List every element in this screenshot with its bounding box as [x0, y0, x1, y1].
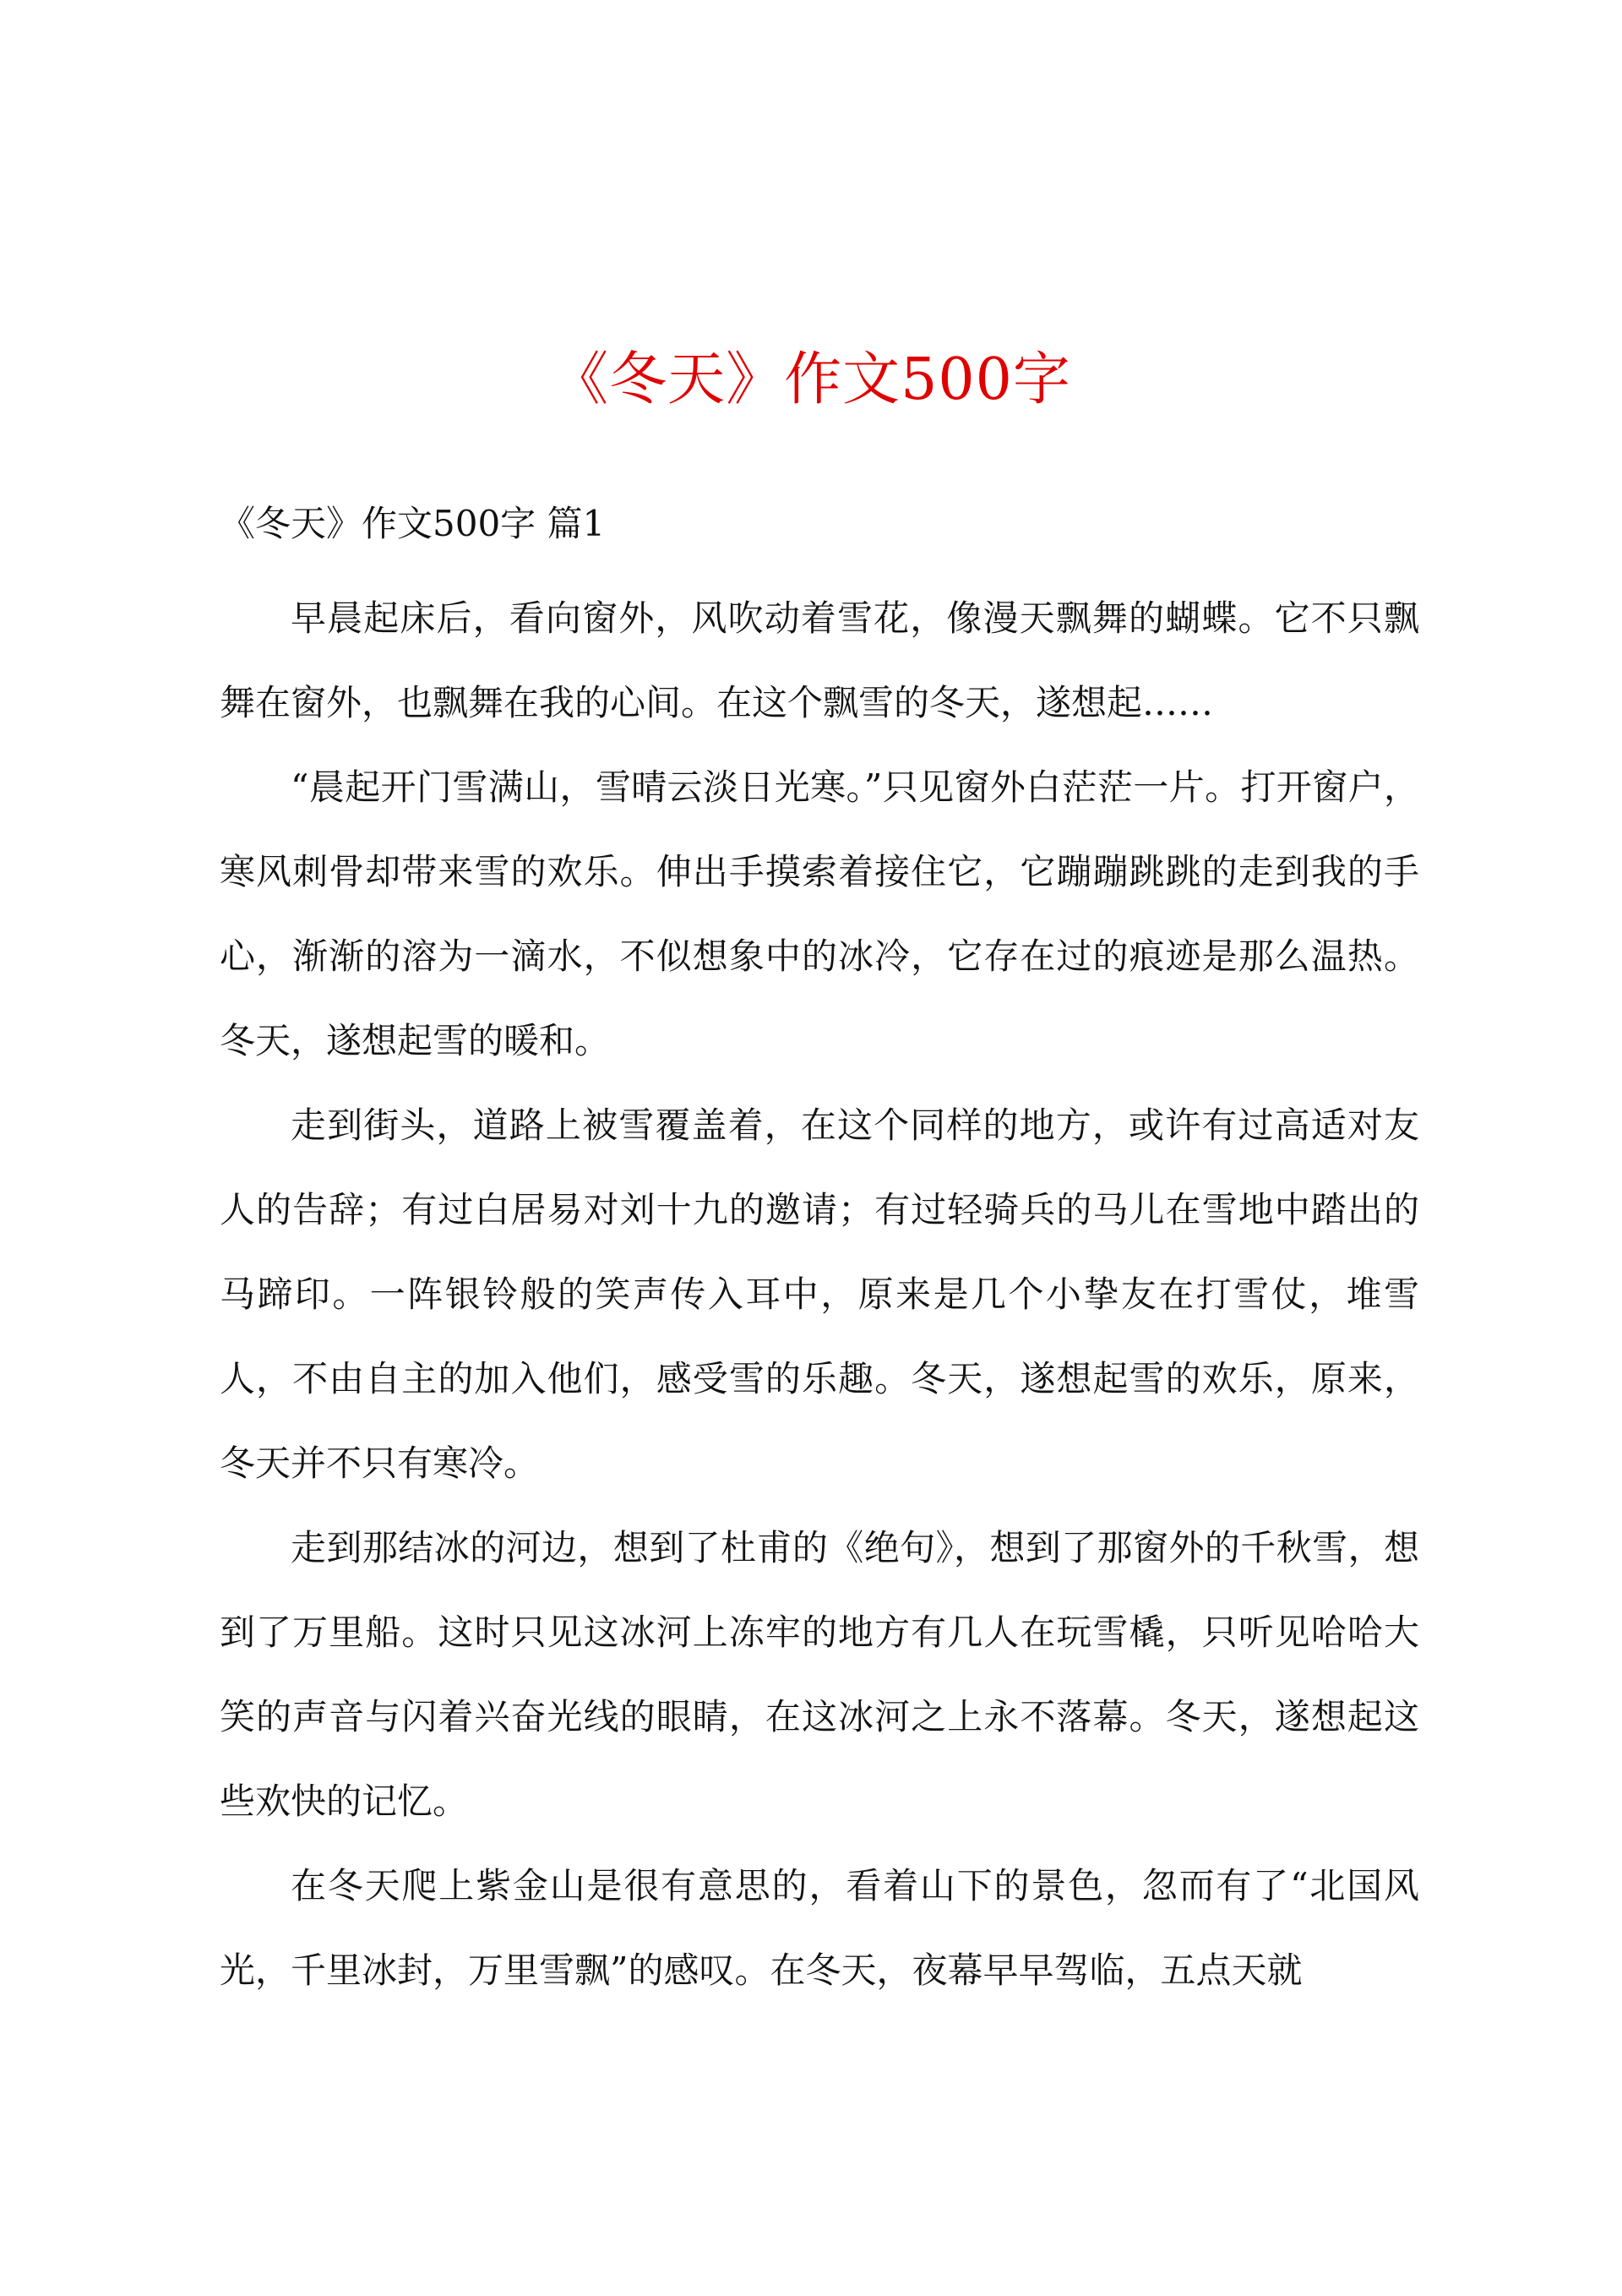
section-heading: 《冬天》作文500字 篇1	[220, 503, 606, 544]
paragraph-3: 走到街头，道路上被雪覆盖着，在这个同样的地方，或许有过高适对友人的告辞；有过白居易对刘十九的邀请；有过轻骑兵的马儿在雪地中踏出的马蹄印。一阵银铃般的笑声传入耳中，原来是几个小挚友在打雪仗，堆雪人，不由自主的加入他们，感受雪的乐趣。冬天，遂想起雪的欢乐，原来，冬天并不只有寒冷。	[220, 1104, 1419, 1484]
document-body	[220, 576, 1419, 2013]
document-title: 《冬天》作文500字	[551, 346, 1071, 413]
paragraph-2: “晨起开门雪满山，雪晴云淡日光寒。”只见窗外白茫茫一片。打开窗户，寒风刺骨却带来雪的欢乐。伸出手摸索着接住它，它蹦蹦跳跳的走到我的手心，渐渐的溶为一滴水，不似想象中的冰冷，它存在过的痕迹是那么温热。冬天，遂想起雪的暖和。	[220, 766, 1419, 1061]
paragraph-4: 走到那结冰的河边，想到了杜甫的《绝句》，想到了那窗外的千秋雪，想到了万里船。这时只见这冰河上冻牢的地方有几人在玩雪橇，只听见哈哈大笑的声音与闪着兴奋光线的眼睛，在这冰河之上永不落幕。冬天，遂想起这些欢快的记忆。	[220, 1527, 1419, 1822]
paragraph-5: 在冬天爬上紫金山是很有意思的，看着山下的景色，忽而有了“北国风光，千里冰封，万里雪飘”的感叹。在冬天，夜幕早早驾临，五点天就	[220, 1865, 1419, 1991]
paragraph-1: 早晨起床后，看向窗外，风吹动着雪花，像漫天飘舞的蝴蝶。它不只飘舞在窗外，也飘舞在我的心间。在这个飘雪的冬天，遂想起……	[220, 597, 1419, 723]
